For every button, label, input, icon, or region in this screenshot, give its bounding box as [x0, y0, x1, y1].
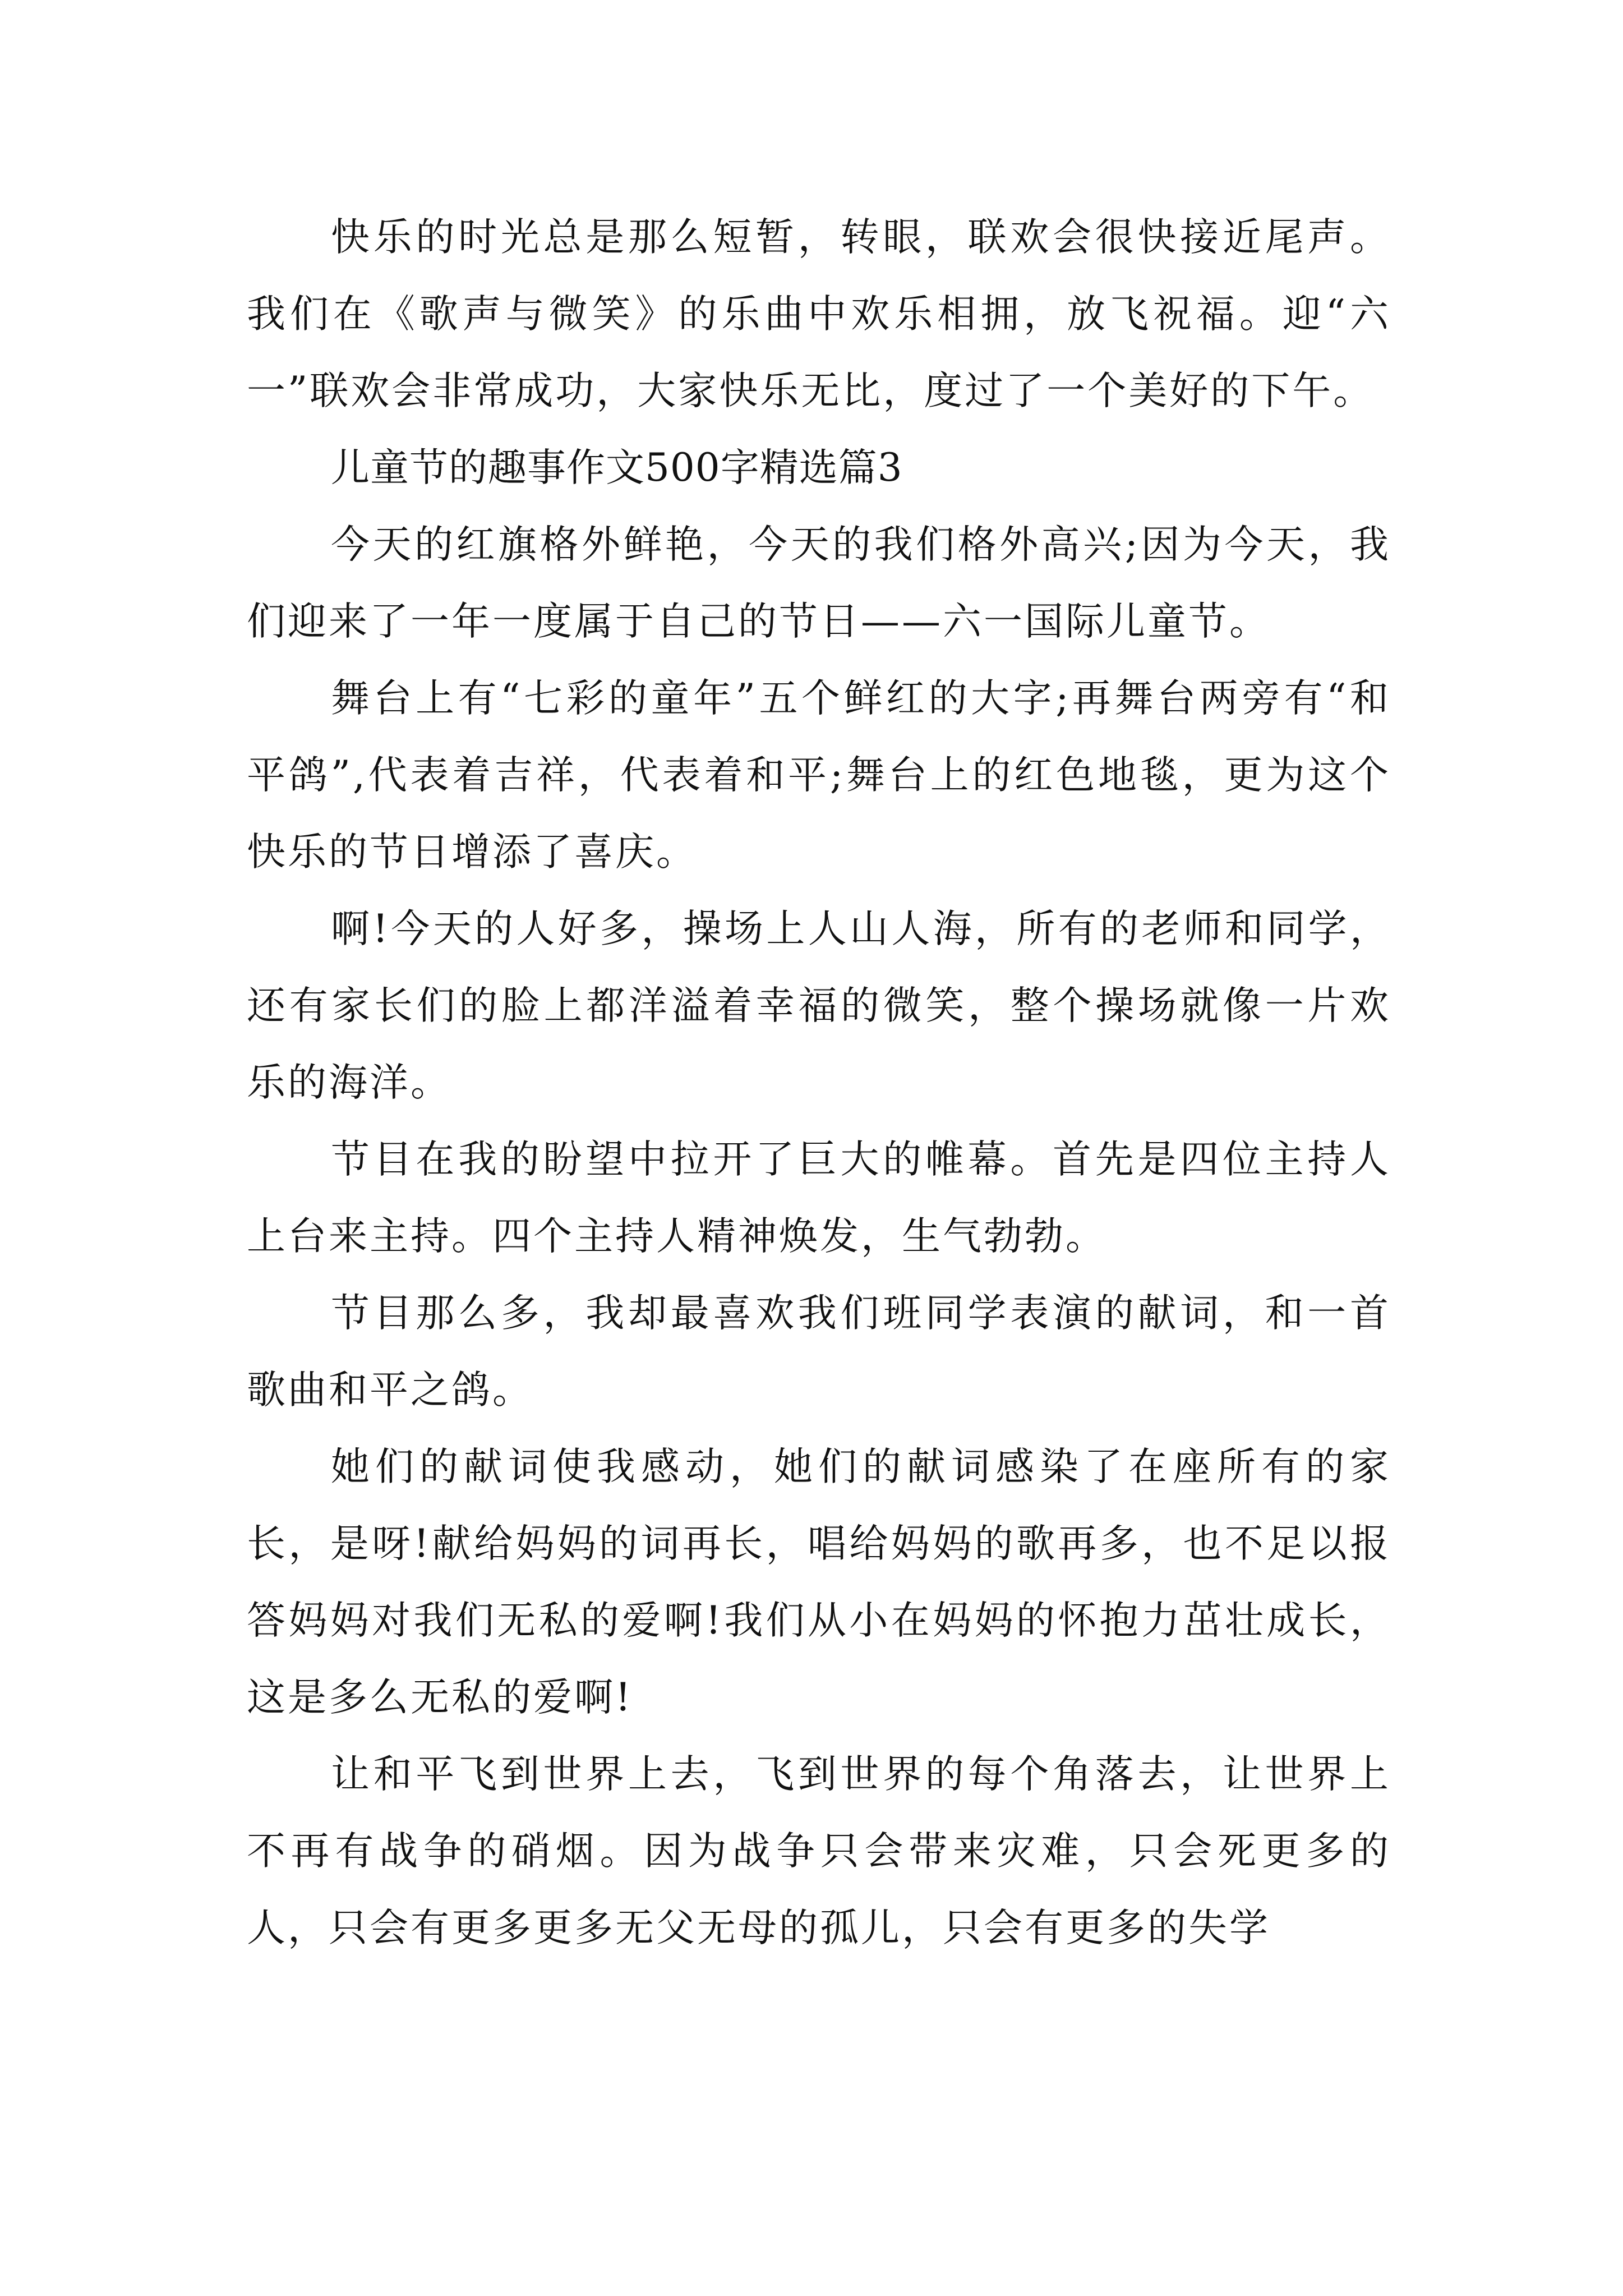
paragraph-8: 让和平飞到世界上去，飞到世界的每个角落去，让世界上不再有战争的硝烟。因为战争只会带来灾难，只会死更多的人，只会有更多更多无父无母的孤儿，只会有更多的失学: [247, 1752, 1391, 1950]
paragraph-4: 啊!今天的人好多，操场上人山人海，所有的老师和同学，还有家长们的脸上都洋溢着幸福的微笑，整个操场就像一片欢乐的海洋。: [247, 907, 1391, 1105]
paragraph-6: 节目那么多，我却最喜欢我们班同学表演的献词，和一首歌曲和平之鸽。: [247, 1291, 1391, 1412]
paragraph-5: 节目在我的盼望中拉开了巨大的帷幕。首先是四位主持人上台来主持。四个主持人精神焕发，生气勃勃。: [247, 1137, 1391, 1259]
article-body: [247, 199, 1391, 1967]
paragraph-3: 舞台上有“七彩的童年”五个鲜红的大字;再舞台两旁有“和平鸽”,代表着吉祥，代表着和平;舞台上的红色地毯，更为这个快乐的节日增添了喜庆。: [247, 676, 1391, 875]
paragraph-1: 快乐的时光总是那么短暂，转眼，联欢会很快接近尾声。我们在《歌声与微笑》的乐曲中欢乐相拥，放飞祝福。迎“六一”联欢会非常成功，大家快乐无比，度过了一个美好的下午。: [247, 215, 1391, 413]
section-heading: 儿童节的趣事作文500字精选篇3: [331, 445, 903, 490]
paragraph-2: 今天的红旗格外鲜艳，今天的我们格外高兴;因为今天，我们迎来了一年一度属于自己的节日——六一国际儿童节。: [247, 522, 1391, 644]
paragraph-7: 她们的献词使我感动，她们的献词感染了在座所有的家长，是呀!献给妈妈的词再长，唱给妈妈的歌再多，也不足以报答妈妈对我们无私的爱啊!我们从小在妈妈的怀抱力茁壮成长，这是多么无私的爱啊!: [247, 1444, 1391, 1720]
